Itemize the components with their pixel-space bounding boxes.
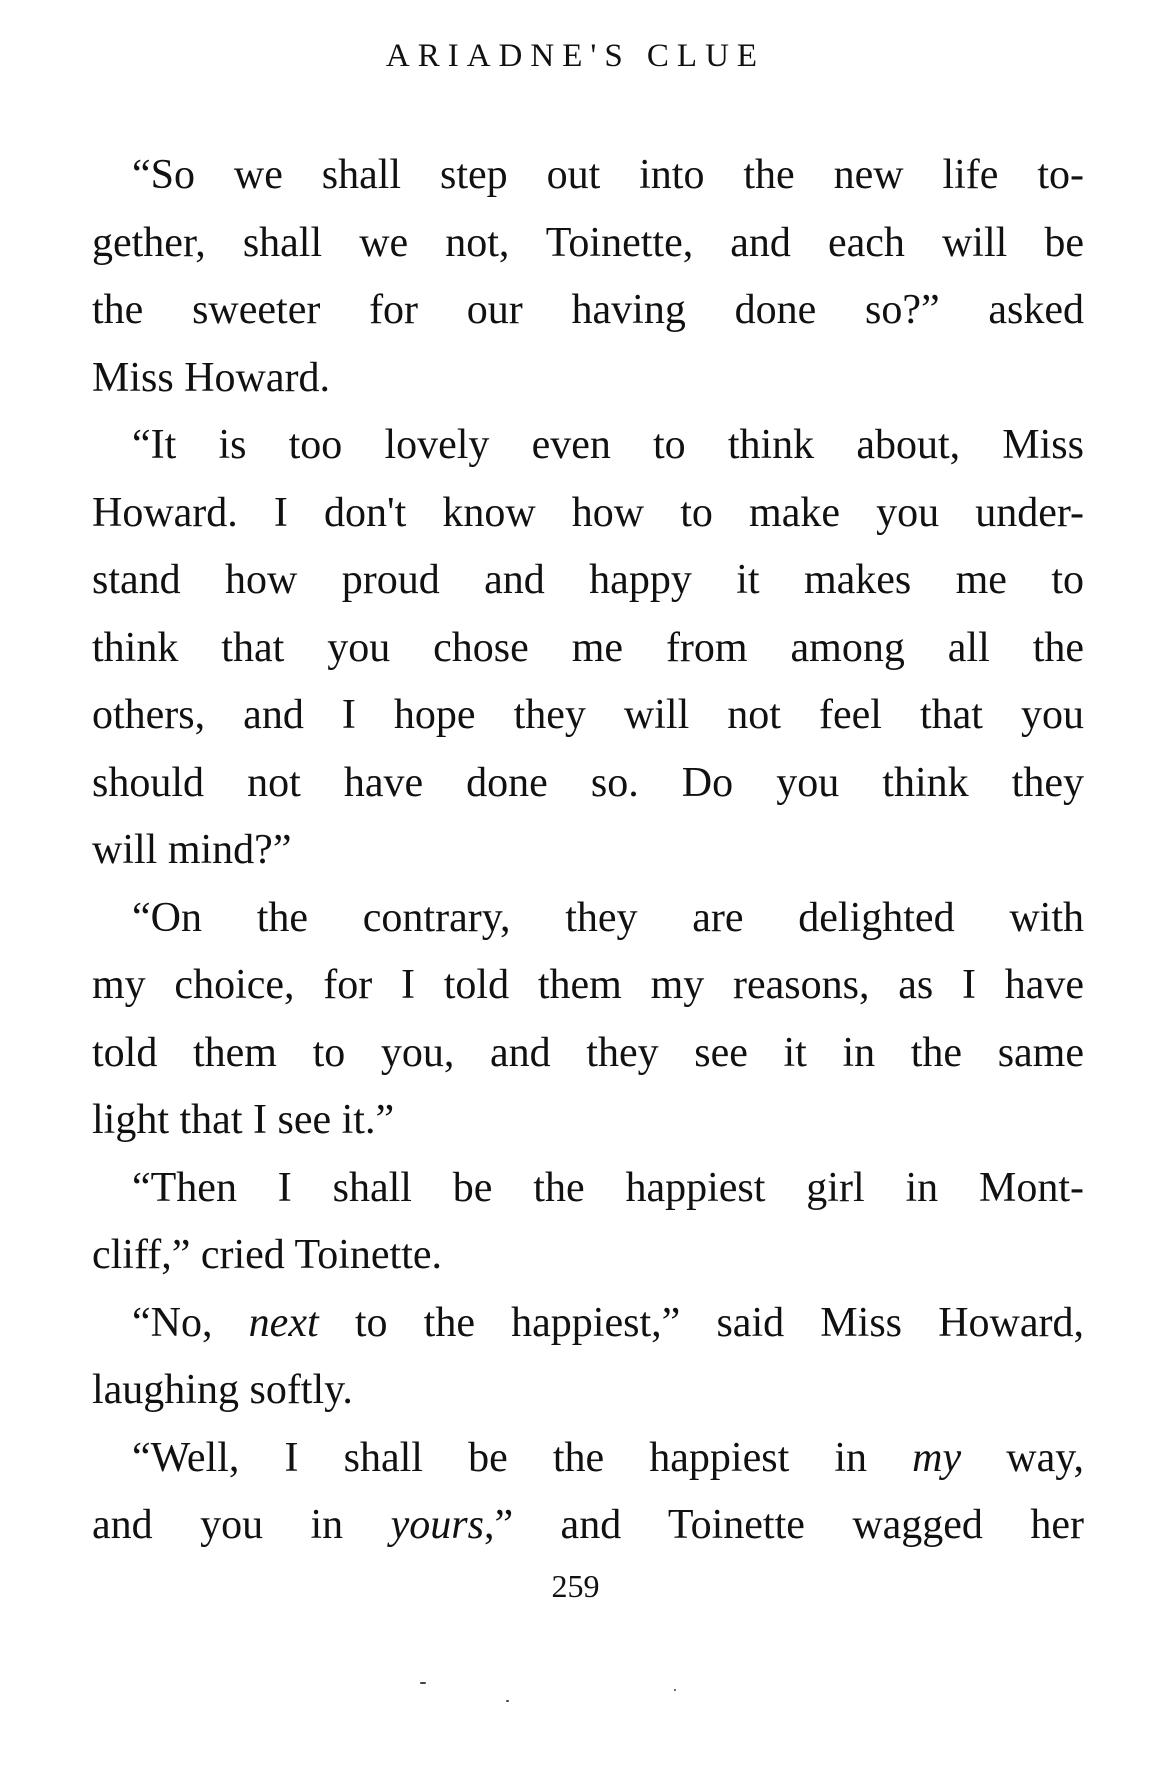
italic-word: my	[912, 1434, 962, 1481]
italic-word: next	[248, 1299, 319, 1346]
running-head: ARIADNE'S CLUE	[385, 38, 766, 74]
text-line: “So we shall step out into the new life to-	[132, 152, 1084, 198]
italic-word: yours	[390, 1502, 484, 1548]
text-line	[92, 1425, 1084, 1493]
text-line: “It is too lovely even to think about, Miss	[132, 422, 1084, 468]
ink-speck	[674, 1689, 676, 1691]
text-line: Miss Howard.	[92, 354, 330, 401]
text-line: stand how proud and happy it makes me to	[92, 557, 1084, 603]
text-line: told them to you, and they see it in the same	[92, 1029, 1084, 1076]
text-segment: “Well, I shall be the happiest in	[132, 1434, 913, 1481]
text-segment: “No,	[132, 1299, 249, 1346]
body-text	[92, 142, 1084, 1560]
text-line: cliff,” cried Toinette.	[92, 1232, 443, 1278]
text-line: will mind?”	[92, 827, 292, 873]
text-line	[92, 1290, 1084, 1358]
page-number: 259	[551, 1568, 600, 1604]
text-line: Howard. I don't know how to make you under-	[92, 489, 1084, 536]
text-line: the sweeter for our having done so?” asked	[92, 287, 1084, 333]
text-line: gether, shall we not, Toinette, and each will be	[92, 219, 1084, 266]
text-line	[92, 1492, 1084, 1560]
text-segment: ,” and Toinette wagged her	[483, 1502, 1084, 1548]
text-line: my choice, for I told them my reasons, as I have	[92, 962, 1084, 1008]
text-line: others, and I hope they will not feel that you	[92, 692, 1084, 738]
text-segment: way,	[961, 1434, 1084, 1481]
ink-speck	[506, 1700, 509, 1702]
text-line: should not have done so. Do you think they	[92, 759, 1084, 806]
text-line: “On the contrary, they are delighted with	[132, 894, 1084, 941]
text-line: think that you chose me from among all the	[92, 624, 1084, 671]
text-line: laughing softly.	[92, 1367, 353, 1413]
text-segment: to the happiest,” said Miss Howard,	[318, 1299, 1084, 1346]
text-line: light that I see it.”	[92, 1097, 395, 1143]
text-line: “Then I shall be the happiest girl in Mont-	[132, 1164, 1084, 1211]
text-segment: and you in	[92, 1502, 391, 1548]
ink-speck	[420, 1682, 426, 1684]
